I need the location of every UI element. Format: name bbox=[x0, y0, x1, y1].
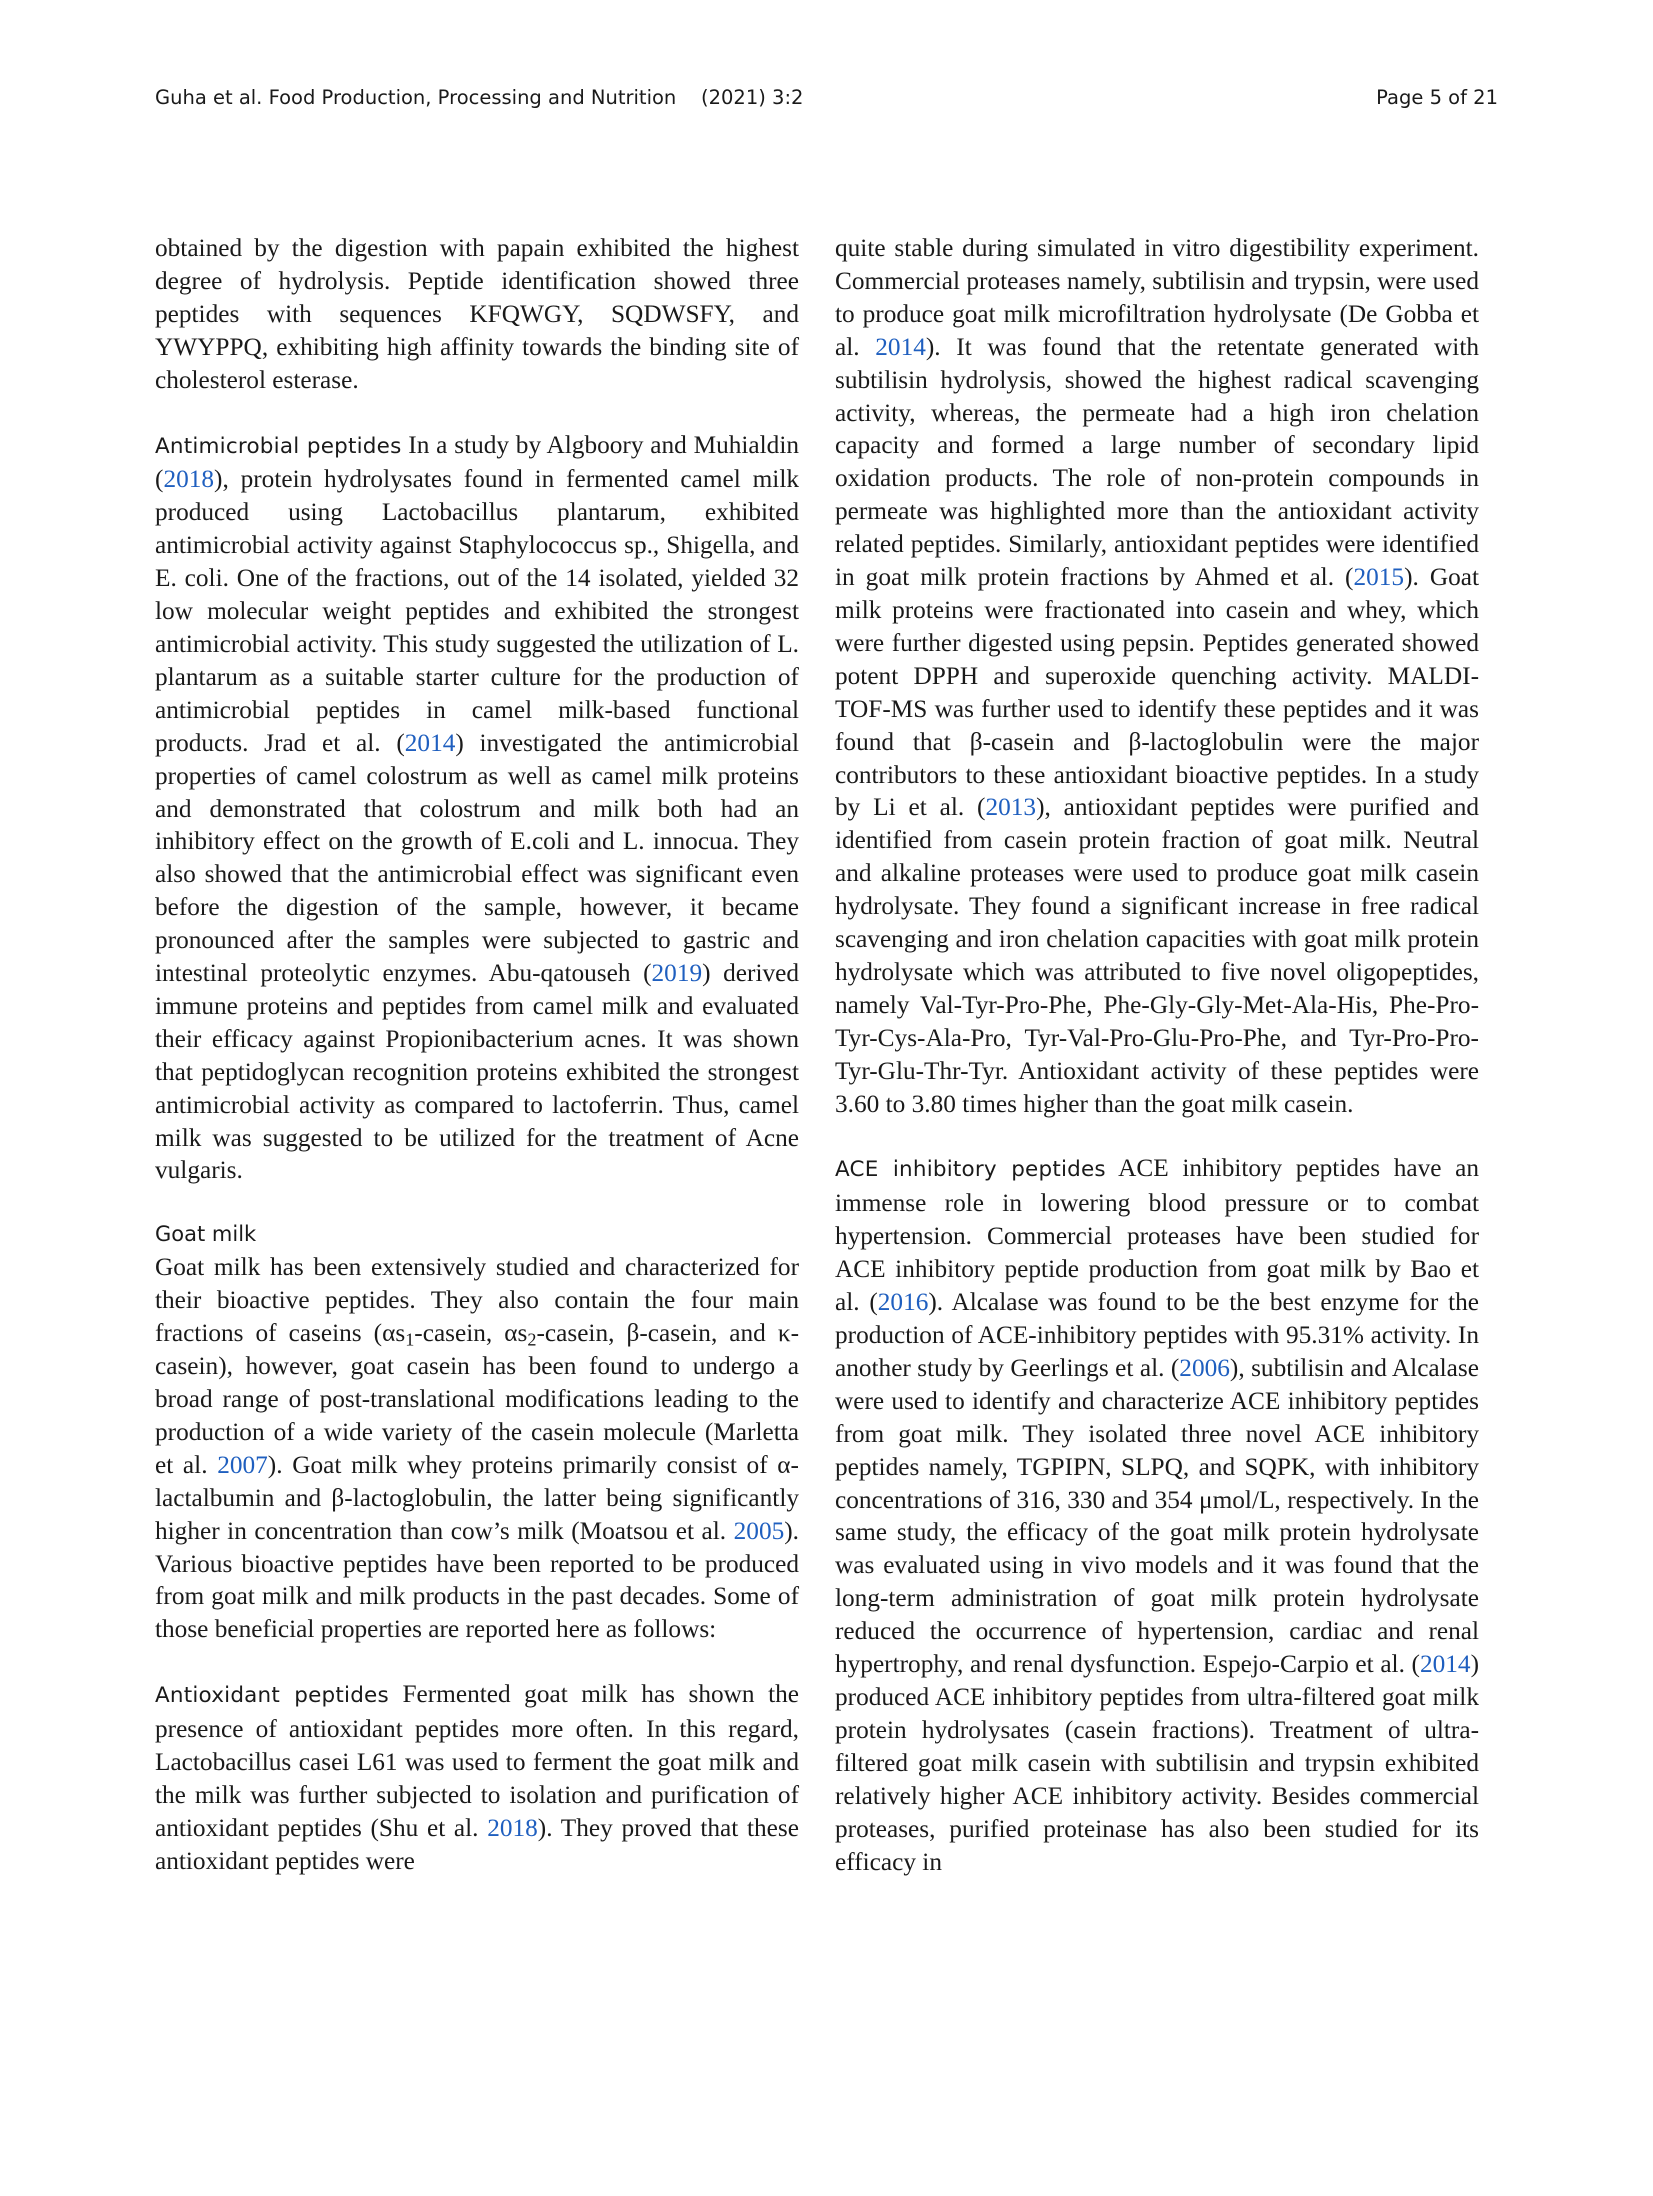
citation-link[interactable]: 2019 bbox=[651, 959, 703, 988]
paragraph-ace-inhibitory: ACE inhibitory peptides ACE inhibitory peptides have an immense role in lowering blood pressure or to combat hypertension. Commercial proteases have been studied for ACE inhibitory peptide production from goat milk by Bao et al. (2016). Alcalase was found to be the best enzyme for the production of ACE-inhibitory peptides with 95.31% activity. In another study by Geerlings et al. (2006), subtilisin and Alcalase were used to identify and characterize ACE inhibitory peptides from goat milk. They isolated three novel ACE inhibitory peptides namely, TGPIPN, SLPQ, and SQPK, with inhibitory concentrations of 316, 330 and 354 μmol/L, respectively. In the same study, the efficacy of the goat milk protein hydrolysate was evaluated using in vivo models and it was found that the long-term administration of goat milk protein hydrolysate reduced the occurrence of hypertension, cardiac and renal hypertrophy, and renal dysfunction. Espejo-Carpio et al. (2014) produced ACE inhibitory peptides from ultra-filtered goat milk protein hydrolysates (casein fractions). Treatment of ultra-filtered goat milk casein with subtilisin and trypsin exhibited relatively higher ACE inhibitory activity. Besides commercial proteases, purified proteinase has also been studied for its efficacy in bbox=[835, 1154, 1479, 1876]
paragraph-antioxidant-continued: quite stable during simulated in vitro digestibility experiment. Commercial proteases namely, subtilisin and trypsin, were used to produce goat milk microfiltration hydrolysate (De Gobba et al. 2014). It was found that the retentate generated with subtilisin hydrolysis, showed the highest radical scavenging activity, whereas, the permeate had a high iron chelation capacity and formed a large number of secondary lipid oxidation products. The role of non-protein compounds in permeate was highlighted more than the antioxidant activity related peptides. Similarly, antioxidant peptides were identified in goat milk protein fractions by Ahmed et al. (2015). Goat milk proteins were fractionated into casein and whey, which were further digested using pepsin. Peptides generated showed potent DPPH and superoxide quenching activity. MALDI-TOF-MS was further used to identify these peptides and it was found that β-casein and β-lactoglobulin were the major contributors to these antioxidant bioactive peptides. In a study by Li et al. (2013), antioxidant peptides were purified and identified from casein protein fraction of goat milk. Neutral and alkaline proteases were used to produce goat milk casein hydrolysate. They found a significant increase in free radical scavenging and iron chelation capacities with goat milk protein hydrolysate which was attributed to five novel oligopeptides, namely Val-Tyr-Pro-Phe, Phe-Gly-Gly-Met-Ala-His, Phe-Pro-Tyr-Cys-Ala-Pro, Tyr-Val-Pro-Glu-Pro-Phe, and Tyr-Pro-Pro-Tyr-Glu-Thr-Tyr. Antioxidant activity of these peptides were 3.60 to 3.80 times higher than the goat milk casein. bbox=[835, 234, 1480, 1118]
heading-antioxidant-peptides: Antioxidant peptides bbox=[155, 1683, 389, 1709]
citation-link[interactable]: 2014 bbox=[404, 728, 456, 757]
paragraph-antimicrobial: Antimicrobial peptides In a study by Algboory and Muhialdin (2018), protein hydrolysates found in fermented camel milk produced using Lactobacillus plantarum, exhibited antimicrobial activity against Staphylococcus sp., Shigella, and E. coli. One of the fractions, out of the 14 isolated, yielded 32 low molecular weight peptides and exhibited the strongest antimicrobial activity. This study suggested the utilization of L. plantarum as a suitable starter culture for the production of antimicrobial peptides in camel milk-based functional products. Jrad et al. (2014) investigated the antimicrobial properties of camel colostrum as well as camel milk proteins and demonstrated that colostrum and milk both had an inhibitory effect on the growth of E.coli and L. innocua. They also showed that the antimicrobial effect was significant even before the digestion of the sample, however, it became pronounced after the samples were subjected to gastric and intestinal proteolytic enzymes. Abu-qatouseh (2019) derived immune proteins and peptides from camel milk and evaluated their efficacy against Propionibacterium acnes. It was shown that peptidoglycan recognition proteins exhibited the strongest antimicrobial activity as compared to lactoferrin. Thus, camel milk was suggested to be utilized for the treatment of Acne vulgaris. bbox=[155, 430, 799, 1185]
paragraph-antioxidant: Antioxidant peptides Fermented goat milk has shown the presence of antioxidant peptides more often. In this regard, Lactobacillus casei L61 was used to ferment the goat milk and the milk was further subjected to isolation and purification of antioxidant peptides (Shu et al. 2018). They proved that these antioxidant peptides were bbox=[155, 1680, 799, 1875]
paragraph-goat-milk: Goat milk has been extensively studied and characterized for their bioactive peptides. They also contain the four main fractions of caseins ($\alpha s_1$-casein, $\alpha s_2$-casein, β-casein, and κ-casein), however, goat casein has been found to undergo a broad range of post-translational modifications leading to the production of a wide variety of the casein molecule (Marletta et al. 2007). Goat milk whey proteins primarily consist of α-lactalbumin and β-lactoglobulin, the latter being significantly higher in concentration than cow’s milk (Moatsou et al. 2005). Various bioactive peptides have been reported to be produced from goat milk and milk products in the past decades. Some of those beneficial properties are reported here as follows: bbox=[155, 1253, 799, 1644]
citation-link[interactable]: 2013 bbox=[985, 793, 1037, 822]
citation-link[interactable]: 2007 bbox=[217, 1450, 268, 1479]
left-column bbox=[155, 232, 799, 1878]
page-number: Page 5 of 21 bbox=[1376, 86, 1498, 109]
citation-link[interactable]: 2018 bbox=[163, 465, 215, 494]
volume-year: (2021) 3:2 bbox=[701, 86, 804, 109]
citation-link[interactable]: 2005 bbox=[733, 1516, 785, 1545]
citation-link[interactable]: 2014 bbox=[875, 332, 926, 361]
heading-antimicrobial-peptides: Antimicrobial peptides bbox=[155, 433, 402, 459]
citation-link[interactable]: 2015 bbox=[1353, 563, 1405, 592]
citation-link[interactable]: 2016 bbox=[877, 1288, 929, 1317]
citation-link[interactable]: 2018 bbox=[487, 1813, 538, 1842]
heading-ace-inhibitory-peptides: ACE inhibitory peptides bbox=[835, 1157, 1106, 1183]
journal-citation: Guha et al. Food Production, Processing and Nutrition bbox=[155, 86, 677, 109]
paragraph-cholesterol-esterase: obtained by the digestion with papain exhibited the highest degree of hydrolysis. Peptide identification showed three peptides with sequences KFQWGY, SQDWSFY, and YWYPPQ, exhibiting high affinity towards the binding site of cholesterol esterase. bbox=[155, 234, 799, 394]
citation-link[interactable]: 2014 bbox=[1419, 1650, 1471, 1679]
citation-link[interactable]: 2006 bbox=[1179, 1353, 1230, 1382]
running-header bbox=[155, 86, 1498, 116]
right-column bbox=[835, 232, 1479, 1878]
heading-goat-milk: Goat milk bbox=[155, 1222, 257, 1247]
